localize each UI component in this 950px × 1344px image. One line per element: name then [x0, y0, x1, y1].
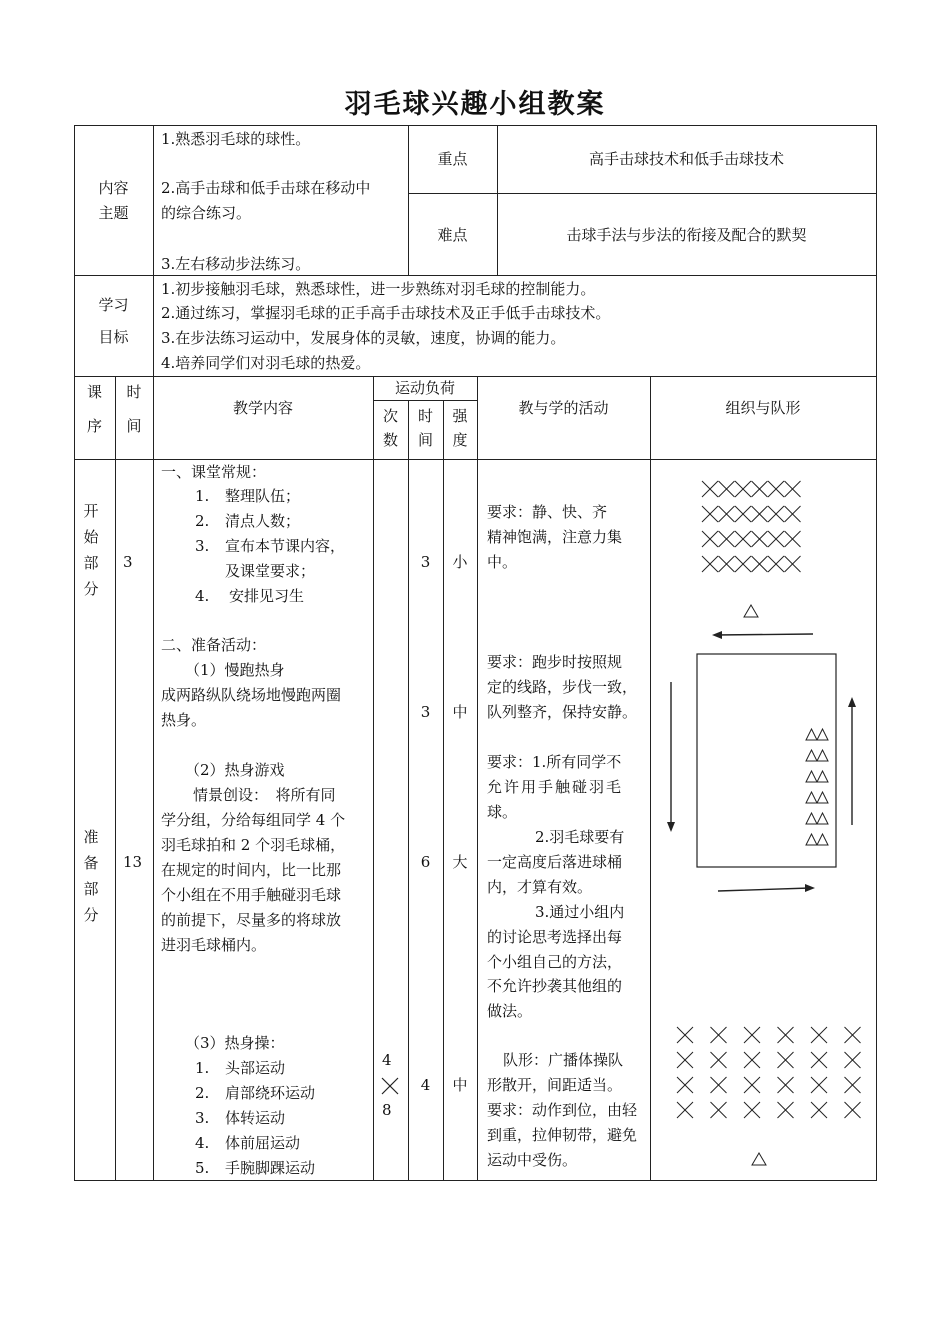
objective-item: 3.在步法练习运动中，发展身体的灵敏，速度，协调的能力。: [161, 329, 566, 347]
start-activity: 精神饱满，注意力集: [487, 528, 623, 546]
teacher-triangle-icon: [743, 604, 759, 618]
student-cross-icon: [735, 531, 751, 547]
prep-heading: 二、准备活动：: [161, 636, 267, 654]
game-duration: 6: [420, 853, 431, 871]
student-cross-icon: [752, 556, 768, 572]
student-cross-icon: [702, 506, 718, 522]
student-triangle-icon: [806, 834, 817, 845]
student-triangle-icon: [817, 771, 828, 782]
student-cross-icon: [711, 1027, 727, 1043]
objective-item: 2.通过练习，掌握羽毛球的正手高手击球技术及正手低手击球技术。: [161, 304, 611, 322]
difficulty-label: 难点: [437, 226, 468, 244]
student-cross-icon: [752, 481, 768, 497]
student-cross-icon: [719, 506, 735, 522]
exercise-count-top: 4: [382, 1051, 392, 1069]
student-column-diagram: [805, 727, 831, 853]
objective-item: 1.初步接触羽毛球，熟悉球性，进一步熟练对羽毛球的控制能力。: [161, 280, 596, 298]
student-cross-icon: [752, 506, 768, 522]
start-content-heading: 一、课堂常规：: [161, 463, 267, 481]
student-triangle-icon: [817, 750, 828, 761]
key-point-text: 高手击球技术和低手击球技术: [588, 150, 784, 168]
prep-time: 13: [123, 853, 143, 871]
game-activity: 内，才算有效。: [487, 878, 593, 896]
student-cross-icon: [735, 556, 751, 572]
jog-text: 成两路纵队绕场地慢跑两圈: [161, 686, 342, 704]
jog-intensity: 中: [452, 703, 468, 721]
header-content: 教学内容: [232, 399, 293, 417]
student-cross-icon: [719, 481, 735, 497]
game-text: 学分组，分给每组同学 4 个: [161, 811, 346, 829]
list-item: 清点人数；: [225, 512, 301, 530]
student-cross-icon: [702, 556, 718, 572]
student-cross-icon: [677, 1052, 693, 1068]
game-activity: 3.通过小组内: [535, 903, 625, 921]
game-activity: 做法。: [487, 1002, 533, 1020]
objective-item: 4.培养同学们对羽毛球的热爱。: [161, 354, 371, 372]
student-cross-icon: [785, 506, 801, 522]
student-cross-icon: [778, 1027, 794, 1043]
content-topic-item: 1.熟悉羽毛球的球性。: [161, 130, 311, 148]
exercise-activity: 要求：动作到位，由轻: [487, 1101, 638, 1119]
student-cross-icon: [677, 1027, 693, 1043]
student-cross-icon: [719, 556, 735, 572]
jog-activity: 队列整齐，保持安静。: [487, 703, 638, 721]
game-text: 在规定的时间内，比一比那: [161, 861, 342, 879]
exercise-activity: 队形：广播体操队: [503, 1051, 624, 1069]
exercise-activity: 运动中受伤。: [487, 1151, 578, 1169]
teacher-triangle-icon: [751, 1152, 767, 1166]
header-duration-2: 间: [417, 431, 433, 449]
game-text: 个小组在不用手触碰羽毛球: [161, 886, 342, 904]
header-intensity-2: 度: [452, 431, 468, 449]
header-activity: 教与学的活动: [518, 399, 609, 417]
formation-diagram-start: [700, 478, 804, 574]
student-cross-icon: [845, 1077, 861, 1093]
student-cross-icon: [735, 481, 751, 497]
student-cross-icon: [744, 1027, 760, 1043]
list-item: 头部运动: [225, 1059, 286, 1077]
start-activity: 中。: [487, 553, 518, 571]
student-cross-icon: [768, 531, 784, 547]
game-activity: 允许用手触碰羽毛: [487, 778, 624, 796]
student-triangle-icon: [817, 834, 828, 845]
list-item: 肩部绕环运动: [225, 1084, 316, 1102]
header-load: 运动负荷: [394, 379, 455, 397]
formation-diagram-exercise: [675, 1025, 865, 1121]
jog-text: 热身。: [161, 711, 207, 729]
objectives-label-1: 学习: [98, 296, 129, 314]
student-cross-icon: [811, 1077, 827, 1093]
game-text: 羽毛球拍和 2 个羽毛球桶，: [161, 836, 346, 854]
list-number: 4.: [195, 587, 210, 605]
list-item: 及课堂要求；: [225, 562, 316, 580]
student-cross-icon: [768, 556, 784, 572]
page-title: 羽毛球兴趣小组教案: [344, 89, 606, 120]
key-point-label: 重点: [437, 150, 468, 168]
exercise-activity: 形散开，间距适当。: [487, 1076, 623, 1094]
game-activity: 要求：1.所有同学不: [487, 753, 622, 771]
exercise-count-bottom: 8: [382, 1101, 392, 1119]
student-triangle-icon: [806, 729, 817, 740]
objectives-label-2: 目标: [98, 328, 129, 346]
student-cross-icon: [677, 1077, 693, 1093]
student-cross-icon: [711, 1077, 727, 1093]
student-cross-icon: [752, 531, 768, 547]
game-text: 进羽毛球桶内。: [161, 936, 267, 954]
student-cross-icon: [811, 1027, 827, 1043]
game-activity: 个小组自己的方法，: [487, 953, 623, 971]
jog-activity: 要求：跑步时按照规: [487, 653, 623, 671]
student-cross-icon: [785, 556, 801, 572]
content-topic-item: 的综合练习。: [161, 204, 252, 222]
student-cross-icon: [845, 1102, 861, 1118]
list-item: 安排见习生: [229, 587, 305, 605]
game-activity: 一定高度后落进球桶: [487, 853, 623, 871]
start-intensity: 小: [452, 553, 468, 571]
student-cross-icon: [811, 1102, 827, 1118]
game-title: （2）热身游戏: [185, 761, 285, 779]
start-duration: 3: [420, 553, 431, 571]
list-number: 2.: [195, 1084, 210, 1102]
game-activity: 不允许抄袭其他组的: [487, 977, 623, 995]
list-number: 2.: [195, 512, 210, 530]
list-number: 4.: [195, 1134, 210, 1152]
exercise-intensity: 中: [452, 1076, 468, 1094]
student-triangle-icon: [817, 813, 828, 824]
game-activity: 球。: [487, 803, 518, 821]
game-activity: 的讨论思考选择出每: [487, 928, 623, 946]
student-cross-icon: [702, 481, 718, 497]
header-count-2: 数: [382, 431, 398, 449]
exercise-activity: 到重，拉伸韧带，避免: [487, 1126, 638, 1144]
header-time-1: 时: [126, 383, 142, 401]
header-time-2: 间: [126, 417, 142, 435]
game-intensity: 大: [452, 853, 468, 871]
running-route-diagram: [660, 625, 870, 895]
exercise-duration: 4: [420, 1076, 431, 1094]
jog-title: （1）慢跑热身: [185, 661, 285, 679]
header-count-1: 次: [382, 407, 398, 425]
prep-section-label: 准 备 部 分: [83, 828, 99, 924]
header-organization: 组织与队形: [725, 399, 801, 417]
student-cross-icon: [845, 1052, 861, 1068]
times-icon: [380, 1076, 400, 1096]
list-item: 体转运动: [225, 1109, 286, 1127]
student-cross-icon: [785, 481, 801, 497]
list-number: 1.: [195, 487, 210, 505]
content-topic-label-1: 内容: [98, 179, 129, 197]
header-intensity-1: 强: [452, 407, 468, 425]
student-triangle-icon: [817, 729, 828, 740]
student-triangle-icon: [806, 792, 817, 803]
student-cross-icon: [778, 1077, 794, 1093]
exercise-title: （3）热身操：: [185, 1034, 285, 1052]
student-cross-icon: [677, 1102, 693, 1118]
student-cross-icon: [778, 1102, 794, 1118]
list-number: 1.: [195, 1059, 210, 1077]
content-topic-item: 2.高手击球和低手击球在移动中: [161, 179, 371, 197]
student-cross-icon: [719, 531, 735, 547]
student-cross-icon: [768, 481, 784, 497]
student-cross-icon: [845, 1027, 861, 1043]
header-order-1: 课: [86, 383, 102, 401]
jog-activity: 定的线路，步伐一致，: [487, 678, 638, 696]
student-cross-icon: [702, 531, 718, 547]
student-cross-icon: [768, 506, 784, 522]
student-cross-icon: [744, 1077, 760, 1093]
student-cross-icon: [785, 531, 801, 547]
student-cross-icon: [711, 1102, 727, 1118]
start-time: 3: [123, 553, 133, 571]
header-order-2: 序: [86, 417, 102, 435]
student-cross-icon: [778, 1052, 794, 1068]
game-text: 的前提下，尽量多的将球放: [161, 911, 342, 929]
list-item: 宣布本节课内容，: [225, 537, 346, 555]
student-triangle-icon: [806, 813, 817, 824]
start-activity: 要求：静、快、齐: [487, 503, 608, 521]
list-number: 3.: [195, 1109, 210, 1127]
student-cross-icon: [744, 1052, 760, 1068]
student-cross-icon: [735, 506, 751, 522]
student-triangle-icon: [806, 771, 817, 782]
content-topic-label-2: 主题: [98, 204, 129, 222]
list-item: 整理队伍；: [225, 487, 301, 505]
game-text: 情景创设： 将所有同: [193, 786, 336, 804]
header-duration-1: 时: [417, 407, 433, 425]
list-item: 体前屈运动: [225, 1134, 301, 1152]
student-triangle-icon: [806, 750, 817, 761]
student-triangle-icon: [817, 792, 828, 803]
game-activity: 2.羽毛球要有: [535, 828, 625, 846]
list-number: 5.: [195, 1159, 210, 1177]
list-item: 手腕脚踝运动: [225, 1159, 316, 1177]
student-cross-icon: [811, 1052, 827, 1068]
content-topic-item: 3.左右移动步法练习。: [161, 255, 311, 273]
difficulty-text: 击球手法与步法的衔接及配合的默契: [566, 226, 807, 244]
student-cross-icon: [744, 1102, 760, 1118]
jog-duration: 3: [420, 703, 431, 721]
start-section-label: 开 始 部 分: [83, 502, 99, 598]
list-number: 3.: [195, 537, 210, 555]
student-cross-icon: [711, 1052, 727, 1068]
